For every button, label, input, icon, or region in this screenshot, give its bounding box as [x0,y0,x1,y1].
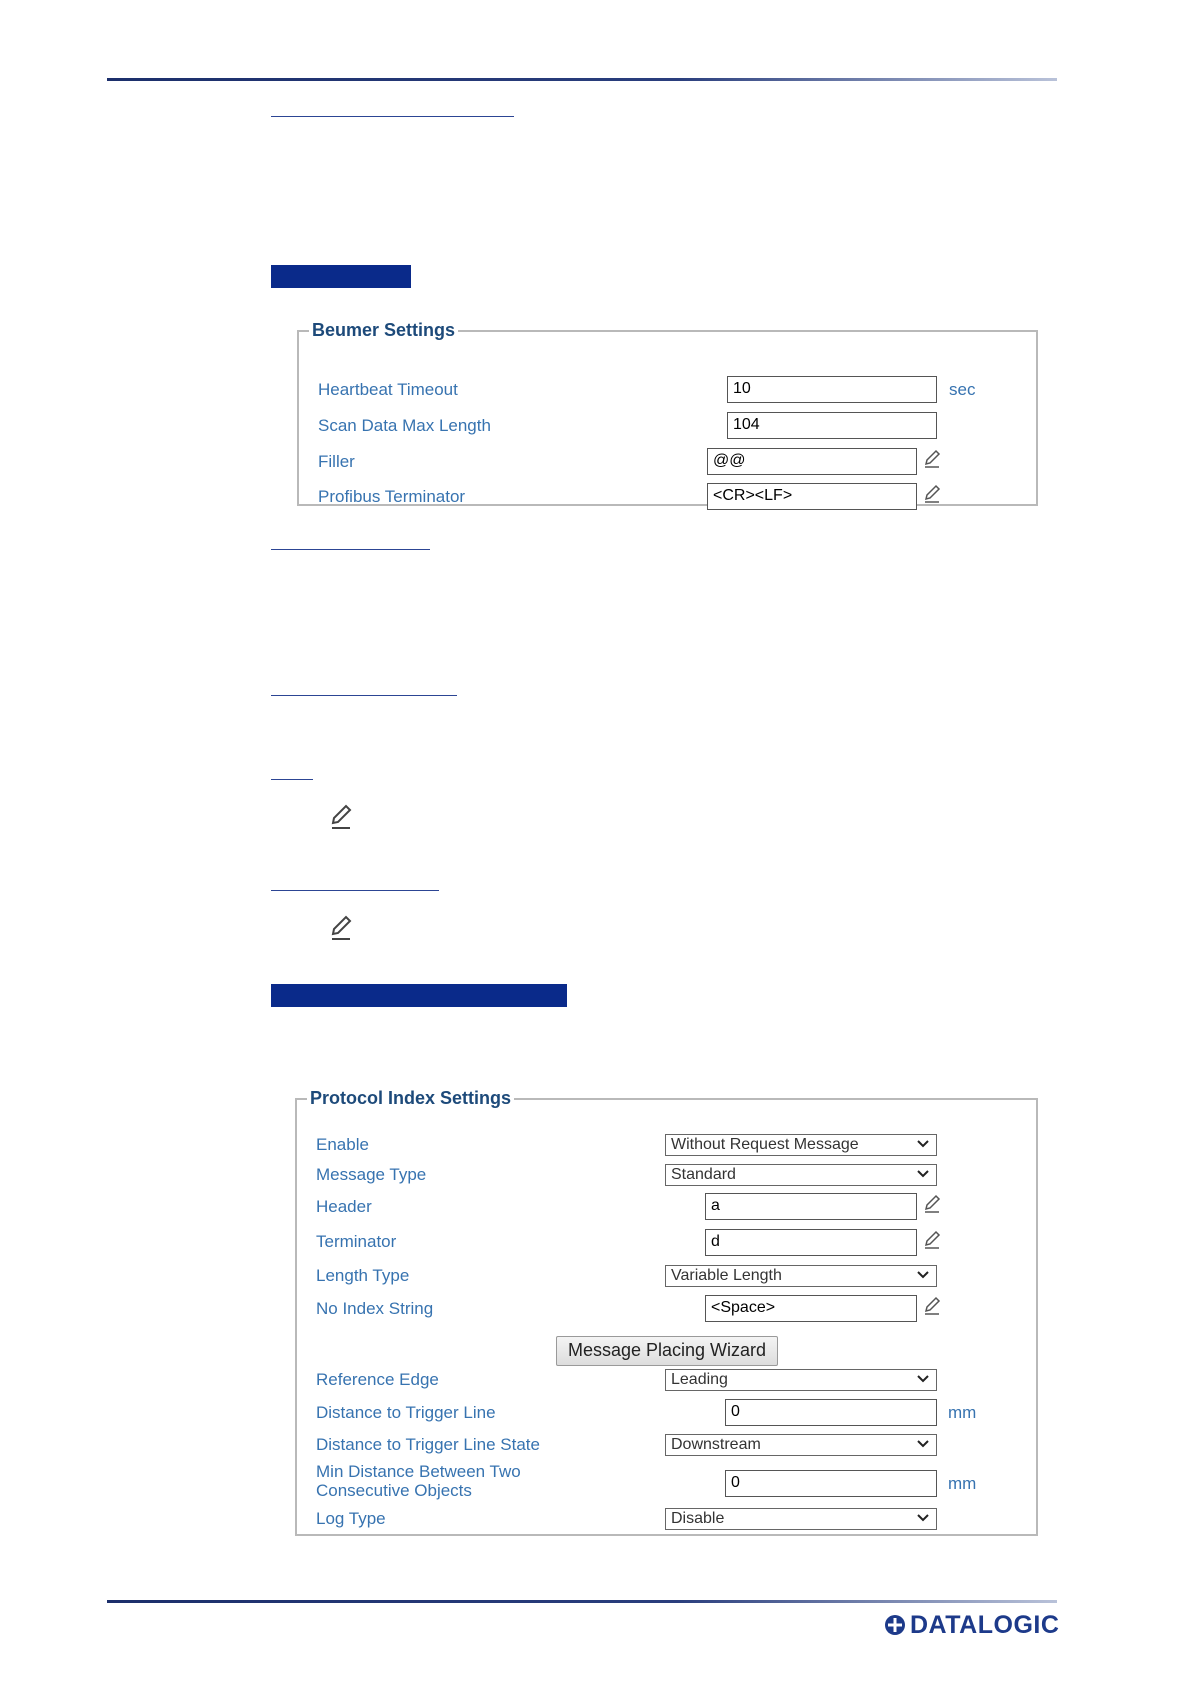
link-underline[interactable] [271,779,313,780]
min-distance-input[interactable]: 0 [725,1470,937,1497]
header-label: Header [316,1197,372,1216]
distance-to-trigger-line-state-select-value: Downstream [671,1436,761,1453]
log-type-select-value: Disable [671,1510,725,1527]
profibus-terminator-input[interactable]: <CR><LF> [707,483,917,510]
heartbeat-timeout-row [299,376,1036,404]
beumer-settings-panel [297,320,1038,506]
enable-label: Enable [316,1135,369,1154]
filler-label: Filler [318,452,355,471]
no-index-string-edit-pencil-icon[interactable] [922,1296,942,1316]
length-type-select-value: Variable Length [671,1267,782,1284]
min-distance-unit: mm [948,1474,977,1493]
filler-row [299,448,1036,476]
footer-rule [107,1600,1057,1603]
distance-to-trigger-line-state-select[interactable] [665,1434,937,1456]
message-type-select[interactable] [665,1164,937,1186]
chevron-down-icon [916,1512,930,1524]
link-underline[interactable] [271,695,457,696]
pencil-icon [328,915,354,941]
reference-edge-select-value: Leading [671,1371,728,1388]
header-input[interactable]: a [705,1193,917,1220]
no-index-string-label: No Index String [316,1299,434,1318]
link-underline[interactable] [271,116,514,117]
header-edit-pencil-icon[interactable] [922,1194,942,1214]
heartbeat-timeout-label: Heartbeat Timeout [318,380,458,399]
datalogic-logo-mark-icon [884,1614,906,1636]
protocol-index-settings-legend: Protocol Index Settings [310,1088,512,1108]
scan-data-max-length-input[interactable]: 104 [727,412,937,439]
link-underline[interactable] [271,549,430,550]
log-type-select[interactable] [665,1508,937,1530]
terminator-label: Terminator [316,1232,397,1251]
filler-edit-pencil-icon[interactable] [922,449,942,469]
chevron-down-icon [916,1168,930,1180]
chevron-down-icon [916,1138,930,1150]
distance-to-trigger-line-input[interactable]: 0 [725,1399,937,1426]
chevron-down-icon [916,1373,930,1385]
section-band [271,984,567,1007]
terminator-edit-pencil-icon[interactable] [922,1230,942,1250]
length-type-label: Length Type [316,1266,410,1285]
reference-edge-label: Reference Edge [316,1370,439,1389]
chevron-down-icon [916,1269,930,1281]
filler-input[interactable]: @@ [707,448,917,475]
pencil-icon [328,804,354,830]
profibus-terminator-label: Profibus Terminator [318,487,466,506]
profibus-terminator-row [299,483,1036,511]
min-distance-label: Min Distance Between Two Consecutive Objects [316,1462,521,1500]
datalogic-wordmark: DATALOGIC [910,1610,1060,1639]
distance-to-trigger-line-state-label: Distance to Trigger Line State [316,1435,540,1454]
heartbeat-timeout-input[interactable]: 10 [727,376,937,403]
enable-select-value: Without Request Message [671,1136,859,1153]
log-type-label: Log Type [316,1509,386,1528]
message-type-select-value: Standard [671,1166,736,1183]
distance-to-trigger-line-label: Distance to Trigger Line [316,1403,496,1422]
enable-select[interactable] [665,1134,937,1156]
section-band [271,265,411,288]
chevron-down-icon [916,1438,930,1450]
length-type-select[interactable] [665,1265,937,1287]
beumer-settings-legend: Beumer Settings [312,320,456,340]
reference-edge-select[interactable] [665,1369,937,1391]
message-placing-wizard-button[interactable]: Message Placing Wizard [556,1336,778,1366]
profibus-terminator-edit-pencil-icon[interactable] [922,484,942,504]
scan-data-max-length-label: Scan Data Max Length [318,416,491,435]
protocol-index-settings-panel [295,1088,1038,1536]
no-index-string-input[interactable]: <Space> [705,1295,917,1322]
terminator-input[interactable]: d [705,1229,917,1256]
distance-to-trigger-line-unit: mm [948,1403,977,1422]
header-rule [107,78,1057,81]
datalogic-logo [884,1605,1060,1645]
scan-data-max-length-row [299,412,1036,440]
link-underline[interactable] [271,890,439,891]
heartbeat-timeout-unit: sec [949,380,976,399]
message-type-label: Message Type [316,1165,427,1184]
